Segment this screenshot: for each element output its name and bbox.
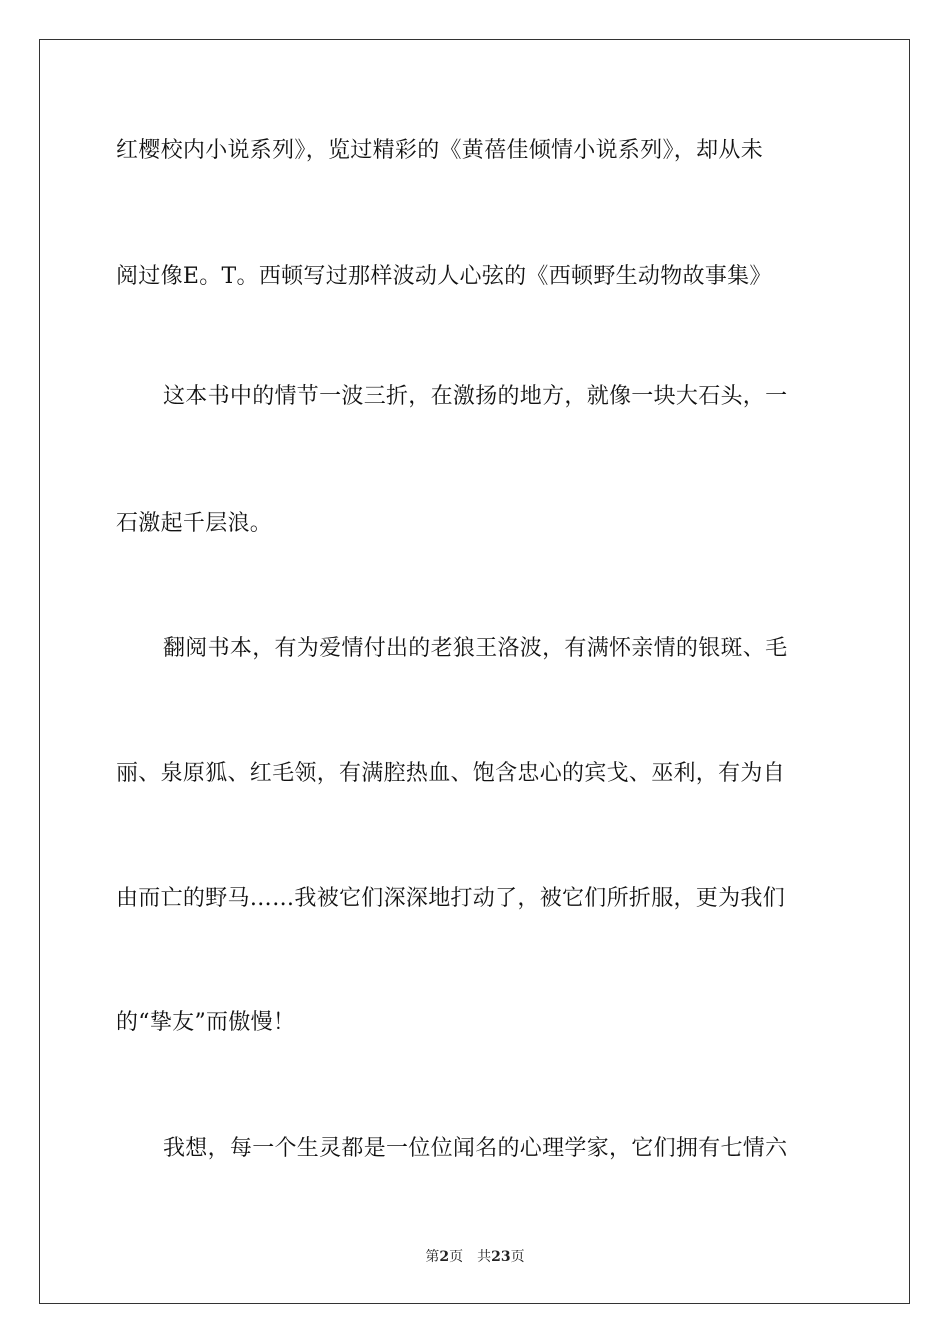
paragraph-line: 丽、泉原狐、红毛领，有满腔热血、饱含忠心的宾戈、巫利，有为自 [116,761,786,786]
paragraph-line: 石激起千层浪。 [116,511,273,536]
total-pages: 23 [491,1249,511,1265]
total-suffix: 页 [510,1249,525,1265]
paragraph-line: 我想，每一个生灵都是一位位闻名的心理学家，它们拥有七情六 [163,1136,788,1161]
paragraph-line: 由而亡的野马……我被它们深深地打动了，被它们所折服，更为我们 [116,886,786,911]
page-suffix: 页 [449,1249,464,1265]
paragraph-line: 阅过像E。T。西顿写过那样波动人心弦的《西顿野生动物故事集》 [116,264,772,289]
paragraph-line: 翻阅书本，有为爱情付出的老狼王洛波，有满怀亲情的银斑、毛 [163,636,788,661]
total-prefix: 共 [477,1249,492,1265]
page-number: 2 [439,1249,450,1265]
page-footer [0,1248,950,1266]
page-border [39,39,910,1304]
paragraph-line: 这本书中的情节一波三折，在激扬的地方，就像一块大石头，一 [163,384,788,409]
paragraph-line: 的“挚友”而傲慢！ [116,1010,296,1035]
page-prefix: 第 [425,1249,440,1265]
paragraph-line: 红樱校内小说系列》，览过精彩的《黄蓓佳倾情小说系列》，却从未 [116,138,764,163]
